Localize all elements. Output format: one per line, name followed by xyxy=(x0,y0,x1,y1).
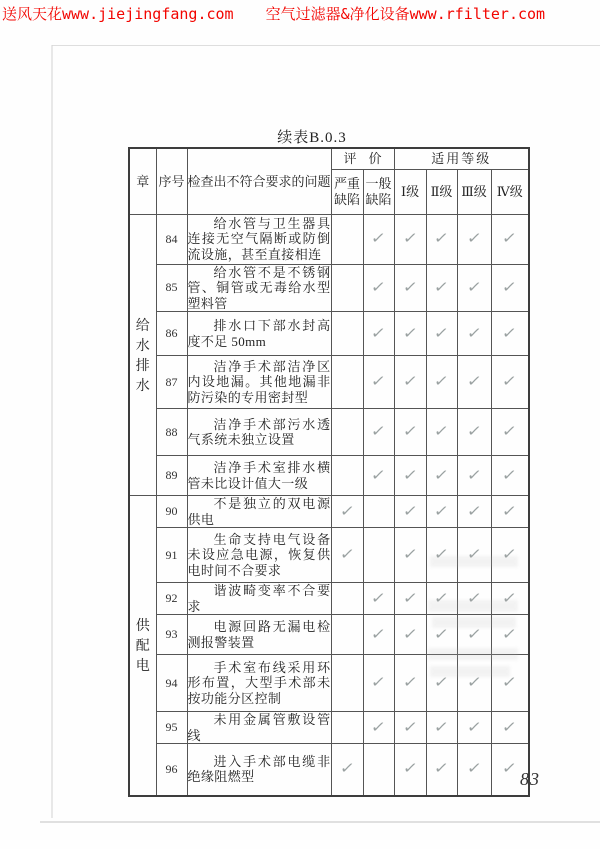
check-cell-grade-3 xyxy=(457,409,491,456)
header-severe-defect: 严重缺陷 xyxy=(331,169,363,214)
watermark-left-text: 送风天花www.jiejingfang.com xyxy=(2,5,234,23)
problem-cell: 排水口下部水封高度不足 50mm xyxy=(187,312,331,356)
check-mark-icon: ✓ xyxy=(433,673,451,691)
check-mark-icon: ✓ xyxy=(401,372,419,390)
serial-cell: 91 xyxy=(156,528,187,583)
check-mark-icon: ✓ xyxy=(401,588,419,607)
header-grade-2: Ⅱ级 xyxy=(426,169,457,214)
check-mark-icon: ✓ xyxy=(501,501,519,520)
header-grade-1: Ⅰ级 xyxy=(394,169,426,214)
header-grade-3: Ⅲ级 xyxy=(457,169,491,214)
table-row-84 xyxy=(129,214,529,264)
check-mark-icon: ✓ xyxy=(501,588,519,607)
check-cell-grade-1 xyxy=(394,264,426,312)
check-cell-severe xyxy=(331,214,363,264)
check-mark-icon: ✓ xyxy=(401,465,419,484)
check-mark-icon: ✓ xyxy=(401,717,419,736)
check-cell-severe xyxy=(331,615,363,655)
check-cell-grade-2 xyxy=(426,409,457,456)
check-mark-icon: ✓ xyxy=(465,229,483,247)
check-mark-icon: ✓ xyxy=(370,323,388,342)
check-cell-general xyxy=(363,655,394,712)
check-cell-grade-2 xyxy=(426,312,457,356)
check-mark-icon: ✓ xyxy=(401,277,419,296)
serial-cell: 94 xyxy=(156,655,187,712)
check-cell-grade-4 xyxy=(491,214,529,264)
check-cell-grade-2 xyxy=(426,356,457,409)
problem-cell: 洁净手术部污水透气系统未独立设置 xyxy=(187,409,331,456)
check-cell-grade-2 xyxy=(426,528,457,583)
check-mark-icon: ✓ xyxy=(401,624,419,643)
check-mark-icon: ✓ xyxy=(501,759,519,778)
chapter-char: 水 xyxy=(135,338,150,354)
check-mark-icon: ✓ xyxy=(501,717,519,736)
check-mark-icon: ✓ xyxy=(501,323,519,342)
check-mark-icon: ✓ xyxy=(433,372,451,390)
check-cell-grade-4 xyxy=(491,712,529,744)
check-mark-icon: ✓ xyxy=(501,277,519,296)
check-mark-icon: ✓ xyxy=(401,759,419,778)
check-mark-icon: ✓ xyxy=(501,465,519,484)
check-mark-icon: ✓ xyxy=(401,323,419,342)
check-cell-grade-4 xyxy=(491,356,529,409)
check-mark-icon: ✓ xyxy=(501,673,519,691)
chapter-char: 电 xyxy=(135,659,150,675)
check-mark-icon: ✓ xyxy=(433,759,451,778)
check-cell-grade-2 xyxy=(426,712,457,744)
table-row-85 xyxy=(129,264,529,312)
check-cell-grade-2 xyxy=(426,264,457,312)
table-row-88 xyxy=(129,409,529,456)
serial-cell: 86 xyxy=(156,312,187,356)
check-cell-severe xyxy=(331,312,363,356)
check-mark-icon: ✓ xyxy=(465,673,483,691)
check-mark-icon: ✓ xyxy=(370,277,388,296)
check-cell-general xyxy=(363,264,394,312)
table-row-90 xyxy=(129,496,529,528)
check-mark-icon: ✓ xyxy=(433,277,451,296)
check-cell-general xyxy=(363,409,394,456)
check-cell-grade-1 xyxy=(394,655,426,712)
check-mark-icon: ✓ xyxy=(401,422,419,440)
table-row-86 xyxy=(129,312,529,356)
check-cell-grade-4 xyxy=(491,264,529,312)
check-mark-icon: ✓ xyxy=(501,372,519,390)
serial-cell: 92 xyxy=(156,583,187,615)
check-mark-icon: ✓ xyxy=(465,717,483,736)
check-mark-icon: ✓ xyxy=(433,229,451,247)
check-mark-icon: ✓ xyxy=(501,422,519,440)
check-cell-grade-1 xyxy=(394,496,426,528)
check-cell-grade-2 xyxy=(426,214,457,264)
check-cell-general xyxy=(363,496,394,528)
problem-cell: 给水管与卫生器具连接无空气隔断或防倒流设施，甚至直接相连 xyxy=(187,214,331,264)
check-mark-icon: ✓ xyxy=(401,229,419,247)
check-mark-icon: ✓ xyxy=(370,717,388,736)
check-cell-grade-3 xyxy=(457,528,491,583)
check-cell-grade-4 xyxy=(491,528,529,583)
check-cell-grade-3 xyxy=(457,264,491,312)
check-cell-severe xyxy=(331,712,363,744)
serial-cell: 85 xyxy=(156,264,187,312)
check-cell-grade-2 xyxy=(426,456,457,496)
scan-edge-bottom-line xyxy=(40,821,600,823)
check-mark-icon: ✓ xyxy=(501,624,519,643)
check-cell-severe xyxy=(331,496,363,528)
check-mark-icon: ✓ xyxy=(433,624,451,643)
serial-cell: 88 xyxy=(156,409,187,456)
check-cell-general xyxy=(363,456,394,496)
check-cell-grade-3 xyxy=(457,312,491,356)
bleed-through-artifact xyxy=(428,648,518,660)
check-cell-grade-3 xyxy=(457,655,491,712)
check-cell-grade-1 xyxy=(394,312,426,356)
serial-cell: 89 xyxy=(156,456,187,496)
problem-cell: 电源回路无漏电检测报警装置 xyxy=(187,615,331,655)
header-chapter: 章 xyxy=(129,148,156,214)
problem-cell: 进入手术部电缆非绝缘阻燃型 xyxy=(187,744,331,796)
check-cell-grade-3 xyxy=(457,356,491,409)
check-cell-grade-1 xyxy=(394,214,426,264)
watermark-right-text: 空气过滤器&净化设备www.rfilter.com xyxy=(265,5,546,23)
check-cell-grade-1 xyxy=(394,356,426,409)
check-mark-icon: ✓ xyxy=(433,422,451,440)
check-cell-grade-4 xyxy=(491,409,529,456)
table-row-96 xyxy=(129,744,529,796)
check-cell-severe xyxy=(331,264,363,312)
check-cell-general xyxy=(363,712,394,744)
table-row-89 xyxy=(129,456,529,496)
check-mark-icon: ✓ xyxy=(465,465,483,484)
check-mark-icon: ✓ xyxy=(401,545,419,563)
check-mark-icon: ✓ xyxy=(433,465,451,484)
serial-cell: 96 xyxy=(156,744,187,796)
check-mark-icon: ✓ xyxy=(433,545,451,563)
check-cell-grade-2 xyxy=(426,496,457,528)
header-general-defect: 一般缺陷 xyxy=(363,169,394,214)
check-mark-icon: ✓ xyxy=(501,229,519,247)
check-mark-icon: ✓ xyxy=(338,759,356,778)
check-cell-grade-4 xyxy=(491,312,529,356)
check-cell-grade-1 xyxy=(394,712,426,744)
header-evaluation-group: 评价 xyxy=(331,148,394,169)
check-cell-general xyxy=(363,744,394,796)
check-mark-icon: ✓ xyxy=(465,545,483,563)
check-cell-general xyxy=(363,583,394,615)
check-mark-icon: ✓ xyxy=(433,717,451,736)
check-cell-grade-4 xyxy=(491,496,529,528)
check-cell-severe xyxy=(331,528,363,583)
scan-edge-left-line xyxy=(51,45,53,818)
check-cell-grade-4 xyxy=(491,655,529,712)
check-mark-icon: ✓ xyxy=(465,277,483,296)
check-cell-severe xyxy=(331,744,363,796)
problem-cell: 不是独立的双电源供电 xyxy=(187,496,331,527)
problem-cell: 给水管不是不锈钢管、铜管或无毒给水型塑料管 xyxy=(187,264,331,311)
chapter-char: 供 xyxy=(135,619,150,635)
chapter-char: 配 xyxy=(135,639,150,655)
check-cell-general xyxy=(363,356,394,409)
check-mark-icon: ✓ xyxy=(338,545,356,563)
problem-cell: 洁净手术部洁净区内设地漏。其他地漏非防污染的专用密封型 xyxy=(187,356,331,409)
page-number: 83 xyxy=(520,769,540,789)
check-cell-severe xyxy=(331,409,363,456)
check-mark-icon: ✓ xyxy=(370,588,388,607)
check-mark-icon: ✓ xyxy=(465,588,483,607)
check-mark-icon: ✓ xyxy=(401,673,419,691)
check-cell-grade-2 xyxy=(426,744,457,796)
serial-cell: 90 xyxy=(156,496,187,528)
check-cell-grade-2 xyxy=(426,655,457,712)
header-row-groups xyxy=(129,148,529,169)
check-mark-icon: ✓ xyxy=(465,501,483,520)
scan-edge-top-line xyxy=(52,45,600,46)
chapter-char: 水 xyxy=(135,378,150,394)
problem-cell: 洁净手术室排水横管未比设计值大一级 xyxy=(187,456,331,496)
check-cell-grade-3 xyxy=(457,744,491,796)
check-cell-severe xyxy=(331,456,363,496)
check-cell-general xyxy=(363,528,394,583)
bleed-through-artifact xyxy=(432,617,516,628)
inspection-problems-table xyxy=(128,147,530,797)
check-cell-grade-1 xyxy=(394,583,426,615)
check-mark-icon: ✓ xyxy=(465,372,483,390)
check-cell-grade-3 xyxy=(457,456,491,496)
check-cell-grade-3 xyxy=(457,712,491,744)
header-grade-group: 适用等级 xyxy=(394,148,529,169)
chapter-label-vertical xyxy=(130,315,156,395)
check-mark-icon: ✓ xyxy=(370,372,388,390)
table-row-94 xyxy=(129,655,529,712)
supplier-watermark xyxy=(2,4,545,24)
check-cell-general xyxy=(363,214,394,264)
check-cell-grade-1 xyxy=(394,744,426,796)
bleed-through-artifact xyxy=(430,556,518,567)
problem-cell: 手术室布线采用环形布置，大型手术部未按功能分区控制 xyxy=(187,655,331,712)
header-grade-4: Ⅳ级 xyxy=(491,169,529,214)
check-cell-grade-3 xyxy=(457,214,491,264)
table-title: 续表B.0.3 xyxy=(277,130,347,146)
check-mark-icon: ✓ xyxy=(433,323,451,342)
chapter-char: 给 xyxy=(135,318,150,334)
problem-cell: 谐波畸变率不合要求 xyxy=(187,583,331,614)
check-mark-icon: ✓ xyxy=(433,588,451,607)
check-mark-icon: ✓ xyxy=(465,323,483,342)
chapter-cell-power-supply xyxy=(129,496,156,796)
chapter-char: 排 xyxy=(135,358,150,374)
problem-cell: 生命支持电气设备未设应急电源，恢复供电时间不合要求 xyxy=(187,528,331,583)
serial-cell: 93 xyxy=(156,615,187,655)
check-mark-icon: ✓ xyxy=(370,229,388,247)
check-cell-grade-1 xyxy=(394,456,426,496)
check-mark-icon: ✓ xyxy=(465,422,483,440)
table-row-87 xyxy=(129,356,529,409)
check-cell-severe xyxy=(331,356,363,409)
check-cell-grade-1 xyxy=(394,409,426,456)
check-cell-grade-1 xyxy=(394,528,426,583)
check-mark-icon: ✓ xyxy=(370,422,388,440)
check-mark-icon: ✓ xyxy=(370,624,388,643)
check-cell-general xyxy=(363,312,394,356)
header-serial: 序号 xyxy=(156,148,187,214)
header-problem: 检查出不符合要求的问题 xyxy=(187,148,331,214)
check-cell-severe xyxy=(331,655,363,712)
check-cell-grade-3 xyxy=(457,496,491,528)
check-cell-severe xyxy=(331,583,363,615)
serial-cell: 87 xyxy=(156,356,187,409)
check-mark-icon: ✓ xyxy=(370,673,388,691)
check-mark-icon: ✓ xyxy=(465,624,483,643)
check-mark-icon: ✓ xyxy=(465,759,483,778)
serial-cell: 84 xyxy=(156,214,187,264)
check-mark-icon: ✓ xyxy=(433,501,451,520)
bleed-through-artifact xyxy=(430,666,510,677)
serial-cell: 95 xyxy=(156,712,187,744)
check-cell-general xyxy=(363,615,394,655)
table-row-91 xyxy=(129,528,529,583)
check-mark-icon: ✓ xyxy=(501,545,519,563)
table-row-95 xyxy=(129,712,529,744)
problem-cell: 未用金属管敷设管线 xyxy=(187,712,331,743)
check-cell-grade-4 xyxy=(491,456,529,496)
bleed-through-artifact xyxy=(428,600,518,612)
check-cell-grade-1 xyxy=(394,615,426,655)
chapter-cell-water-supply-drainage xyxy=(129,214,156,496)
check-mark-icon: ✓ xyxy=(401,501,419,520)
check-mark-icon: ✓ xyxy=(370,465,388,484)
check-mark-icon: ✓ xyxy=(338,501,356,520)
chapter-label-vertical xyxy=(130,615,156,675)
